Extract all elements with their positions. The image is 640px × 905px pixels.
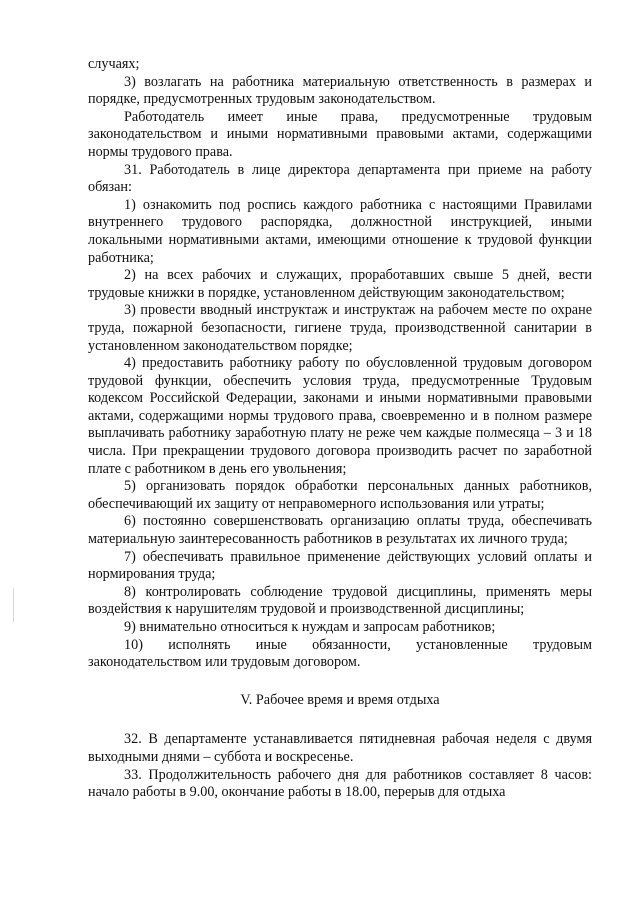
scan-artifact-line <box>13 588 14 622</box>
paragraph-duty-10: 10) исполнять иные обязанности, установленные трудовым законодательством или трудовым договором. <box>88 636 592 671</box>
paragraph-duty-9: 9) внимательно относиться к нуждам и запросам работников; <box>124 619 496 635</box>
section-heading: V. Рабочее время и время отдыха <box>240 691 440 708</box>
paragraph-duty-3: 3) провести вводный инструктаж и инструктаж на рабочем месте по охране труда, пожарной безопасности, гигиене труда, производственной санитарии в установленном законодательством порядке; <box>88 302 592 354</box>
paragraph-duty-4: 4) предоставить работнику работу по обусловленной трудовым договором трудовой функции, обеспечить условия труда, предусмотренные Трудовым кодексом Российской Федерации, законами и иными нормативными правовыми актами, содержащими нормы трудового права, своевременно и в полном размере выплачивать работнику заработную плату не реже чем каждые полмесяца – 3 и 18 числа. При прекращении трудового договора производить расчет по заработной плате с работником в день его увольнения; <box>88 355 592 477</box>
paragraph-item-3-liability: 3) возлагать на работника материальную ответственность в размерах и порядке, предусмотренных трудовым законодательством. <box>88 73 592 108</box>
paragraph-duty-8: 8) контролировать соблюдение трудовой дисциплины, применять меры воздействия к нарушителям трудовой и производственной дисциплины; <box>88 583 592 618</box>
paragraph-33-work-day: 33. Продолжительность рабочего дня для работников составляет 8 часов: начало работы в 9.00, окончание работы в 18.00, перерыв для отдыха <box>88 766 592 801</box>
paragraph-31-employer-duties: 31. Работодатель в лице директора департамента при приеме на работу обязан: <box>88 161 592 196</box>
paragraph-duty-5: 5) организовать порядок обработки персональных данных работников, обеспечивающий их защиту от неправомерного использования или утраты; <box>88 478 592 512</box>
paragraph-duty-6: 6) постоянно совершенствовать организацию оплаты труда, обеспечивать материальную заинтересованность работников в результатах их личного труда; <box>88 513 592 548</box>
paragraph-employer-rights: Работодатель имеет иные права, предусмотренные трудовым законодательством и иными нормативными правовыми актами, содержащими нормы трудового права. <box>88 108 592 160</box>
paragraph-continuation: случаях; <box>88 56 140 72</box>
paragraph-duty-1: 1) ознакомить под роспись каждого работника с настоящими Правилами внутреннего трудового распорядка, должностной инструкцией, иными локальными нормативными актами, имеющими отношение к трудовой функции работника; <box>88 196 592 266</box>
paragraph-duty-7: 7) обеспечивать правильное применение действующих условий оплаты и нормирования труда; <box>88 548 592 583</box>
document-page <box>88 56 592 802</box>
paragraph-32-work-week: 32. В департаменте устанавливается пятидневная рабочая неделя с двумя выходными днями – суббота и воскресенье. <box>88 731 592 765</box>
paragraph-duty-2: 2) на всех рабочих и служащих, проработавших свыше 5 дней, вести трудовые книжки в порядке, установленном действующим законодательством; <box>88 267 592 301</box>
